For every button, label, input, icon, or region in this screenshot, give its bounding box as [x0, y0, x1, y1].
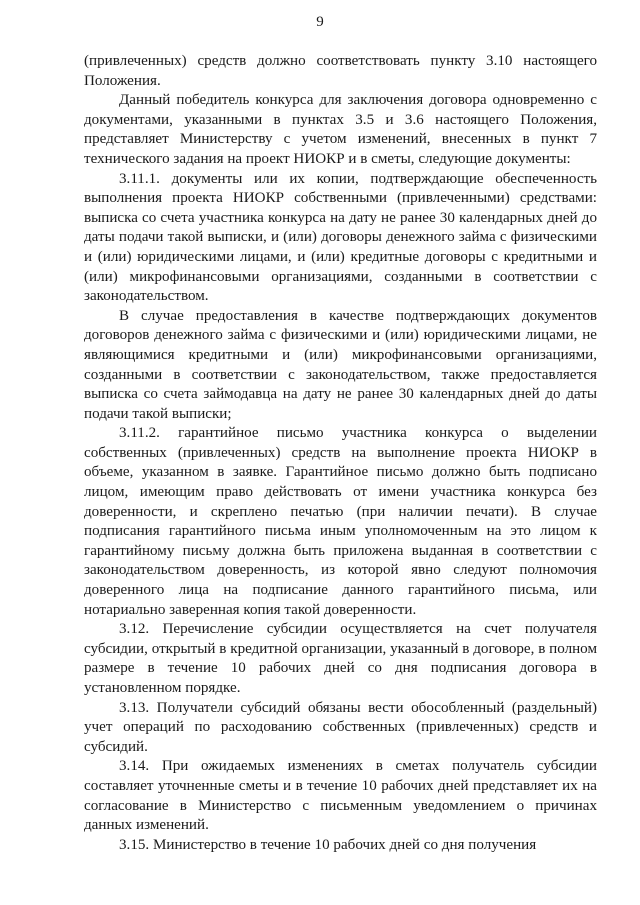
paragraph-loan-statement: В случае предоставления в качестве подтверждающих документов договоров денежного займа с физическими и (или) юридическими лицами, не являющимися кредитными и (или) микрофинансовыми организациями, созданными в соответствии с законодательством, также предоставляется выписка со счета займодавца на дату не ранее 30 календарных дней до даты подачи такой выписки; — [84, 307, 597, 422]
paragraph-funds-continuation: (привлеченных) средств должно соответствовать пункту 3.10 настоящего Положения. — [84, 53, 597, 89]
paragraph-3-11-2: 3.11.2. гарантийное письмо участника конкурса о выделении собственных (привлеченных) средств на выполнение проекта НИОКР в объеме, указанном в заявке. Гарантийное письмо должно быть подписано лицом, имеющим право действовать от имени участника конкурса без доверенности, и скреплено печатью (при наличии печати). В случае подписания гарантийного письма иным уполномоченным на это лицом к гарантийному письму должна быть приложена выданная в соответствии с законодательством доверенность, из которой явно следуют полномочия доверенного лица на подписание данного гарантийного письма, или нотариально заверенная копия такой доверенности. — [84, 425, 597, 618]
paragraph-3-11-1: 3.11.1. документы или их копии, подтверждающие обеспеченность выполнения проекта НИОКР собственными (привлеченными) средствами: выписка со счета участника конкурса на дату не ранее 30 календарных дней до даты подачи такой выписки, и (или) договоры денежного займа с физическими и (или) юридическими лицами, и (или) кредитные договоры с кредитными и (или) микрофинансовыми организациями, созданными в соответствии с законодательством. — [84, 170, 597, 305]
paragraph-3-12: 3.12. Перечисление субсидии осуществляется на счет получателя субсидии, открытый в кредитной организации, указанный в договоре, в полном размере в течение 10 рабочих дней со дня подписания договора в установленном порядке. — [84, 621, 597, 696]
paragraph-3-13: 3.13. Получатели субсидий обязаны вести обособленный (раздельный) учет операций по расходованию собственных (привлеченных) средств и субсидий. — [84, 699, 597, 755]
paragraph-3-14: 3.14. При ожидаемых изменениях в сметах получатель субсидии составляет уточненные сметы и в течение 10 рабочих дней представляет их на согласование в Министерство с письменным уведомлением о причинах данных изменений. — [84, 758, 597, 834]
paragraph-winner-documents: Данный победитель конкурса для заключения договора одновременно с документами, указанными в пунктах 3.5 и 3.6 настоящего Положения, представляет Министерству с учетом изменений, внесенных в пункт 7 технического задания на проект НИОКР и в сметы, следующие документы: — [84, 92, 597, 167]
document-body — [84, 52, 597, 855]
paragraph-3-15: 3.15. Министерство в течение 10 рабочих дней со дня получения — [119, 836, 537, 853]
page-number: 9 — [316, 14, 324, 30]
